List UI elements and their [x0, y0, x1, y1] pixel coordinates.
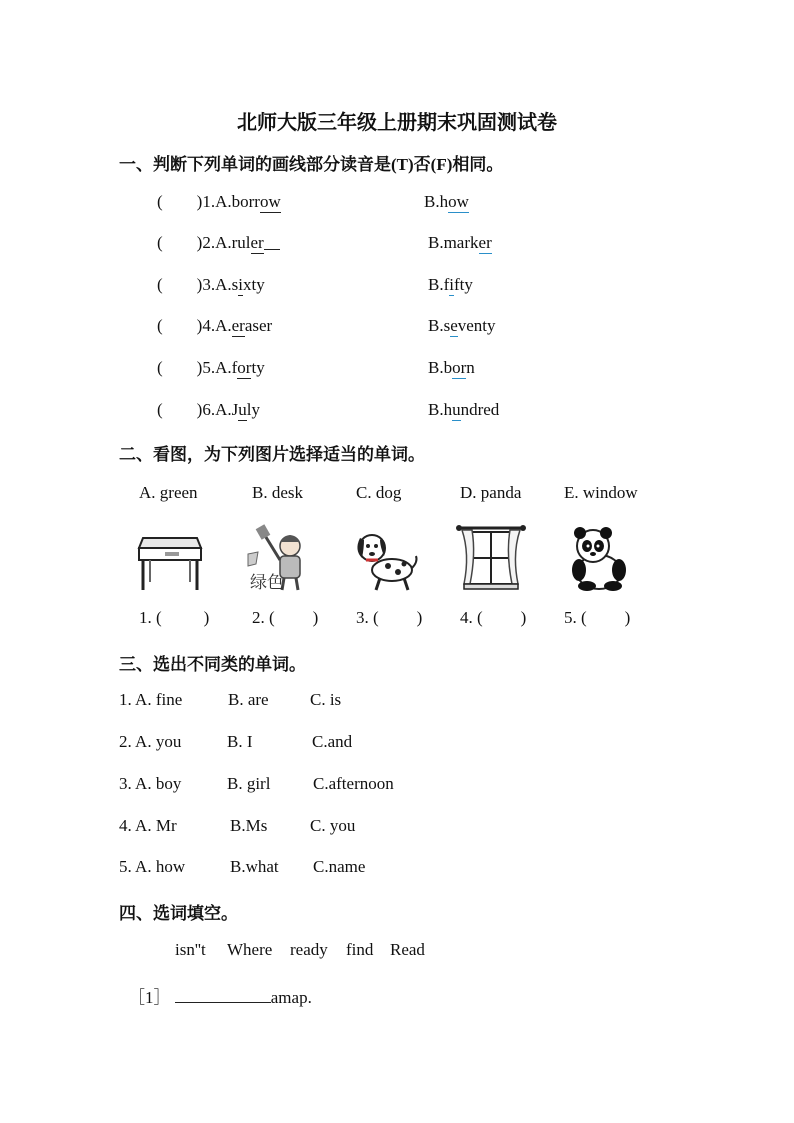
underlined-part: er [478, 233, 492, 252]
underlined-part: i [238, 275, 243, 294]
green-picture [246, 524, 316, 592]
word-bank-item: Where [227, 940, 273, 959]
item-number: )3. [196, 275, 216, 294]
underlined-part: u [238, 400, 247, 419]
word-bank-item: Read [390, 940, 425, 959]
picture-answer[interactable]: 4. ( ) [460, 608, 527, 627]
word-bank-item: isn''t [175, 940, 206, 959]
underlined-part: ow [448, 192, 469, 211]
row-option-c: C. is [310, 690, 342, 709]
option-a-word: A.ruler [215, 233, 264, 252]
option-b-word: B.hundred [428, 400, 500, 419]
answer-paren[interactable]: ( [157, 275, 163, 294]
picture-caption: 绿色 [250, 573, 284, 593]
option-a-word: A.borrow [215, 192, 281, 211]
judge-row [157, 400, 260, 420]
section4-heading: 四、选词填空。 [119, 904, 238, 923]
underlined-part: er [250, 233, 264, 252]
option-a-word: A.forty [215, 358, 265, 377]
picture-answer[interactable]: 2. ( ) [252, 608, 319, 627]
underlined-part: er [231, 316, 245, 335]
judge-row [157, 233, 280, 253]
row-option-a: 3. A. boy [119, 774, 182, 793]
option-a-word: A.sixty [215, 275, 265, 294]
section1-heading: 一、判断下列单词的画线部分读音是(T)否(F)相同。 [119, 155, 504, 174]
row-option-b: B. I [227, 732, 253, 751]
option-b-word: B.fifty [428, 275, 473, 294]
question-1-blank[interactable] [175, 985, 271, 1003]
window-picture [456, 524, 526, 592]
picture-answer[interactable]: 3. ( ) [356, 608, 423, 627]
row-option-a: 4. A. Mr [119, 816, 177, 835]
item-number: )4. [196, 316, 216, 335]
row-option-b: B.Ms [230, 816, 268, 835]
underlined-part: e [450, 316, 458, 335]
option-d: D. panda [460, 483, 522, 502]
answer-paren[interactable]: ( [157, 233, 163, 252]
judge-row [157, 275, 265, 295]
underlined-part: or [452, 358, 467, 377]
judge-row [157, 316, 272, 336]
row-option-c: C.name [313, 857, 366, 876]
desk-picture [135, 524, 205, 592]
row-option-c: C. you [310, 816, 356, 835]
word-bank-item: ready [290, 940, 328, 959]
picture-answer[interactable]: 5. ( ) [564, 608, 631, 627]
row-option-c: C.and [312, 732, 353, 751]
row-option-a: 5. A. how [119, 857, 186, 876]
option-b-word: B.how [424, 192, 469, 211]
option-b-word: B.born [428, 358, 475, 377]
panda-picture [563, 524, 633, 592]
section2-heading: 二、看图，为下列图片选择适当的单词。 [119, 445, 425, 464]
option-e: E. window [564, 483, 638, 502]
option-a: A. green [139, 483, 198, 502]
underlined-part: i [449, 275, 454, 294]
option-c: C. dog [356, 483, 402, 502]
row-option-a: 2. A. you [119, 732, 182, 751]
judge-row [157, 358, 265, 378]
answer-paren[interactable]: ( [157, 400, 163, 419]
row-option-b: B. are [228, 690, 269, 709]
option-b-word: B.seventy [428, 316, 496, 335]
row-option-b: B.what [230, 857, 279, 876]
option-a-word: A.eraser [215, 316, 273, 335]
question-1-number: ［1］ [128, 988, 171, 1007]
judge-row [157, 192, 281, 212]
question-1-text: amap. [270, 988, 312, 1007]
section3-heading: 三、选出不同类的单词。 [119, 655, 306, 674]
item-number: )1. [196, 192, 216, 211]
picture-answer[interactable]: 1. ( ) [139, 608, 210, 627]
option-b-word: B.marker [428, 233, 492, 252]
item-number: )2. [196, 233, 216, 252]
answer-paren[interactable]: ( [157, 192, 163, 211]
item-number: )5. [196, 358, 216, 377]
item-number: )6. [196, 400, 216, 419]
underlined-part: u [452, 400, 461, 419]
option-a-word: A.July [215, 400, 260, 419]
dog-picture [350, 524, 420, 592]
question-1 [128, 983, 312, 1008]
row-option-c: C.afternoon [313, 774, 394, 793]
underlined-part: ow [259, 192, 281, 211]
answer-paren[interactable]: ( [157, 358, 163, 377]
underlined-part: or [237, 358, 252, 377]
option-b: B. desk [252, 483, 303, 502]
row-option-a: 1. A. fine [119, 690, 183, 709]
answer-paren[interactable]: ( [157, 316, 163, 335]
word-bank-item: find [346, 940, 374, 959]
row-option-b: B. girl [227, 774, 271, 793]
page-title: 北师大版三年级上册期末巩固测试卷 [237, 112, 557, 134]
